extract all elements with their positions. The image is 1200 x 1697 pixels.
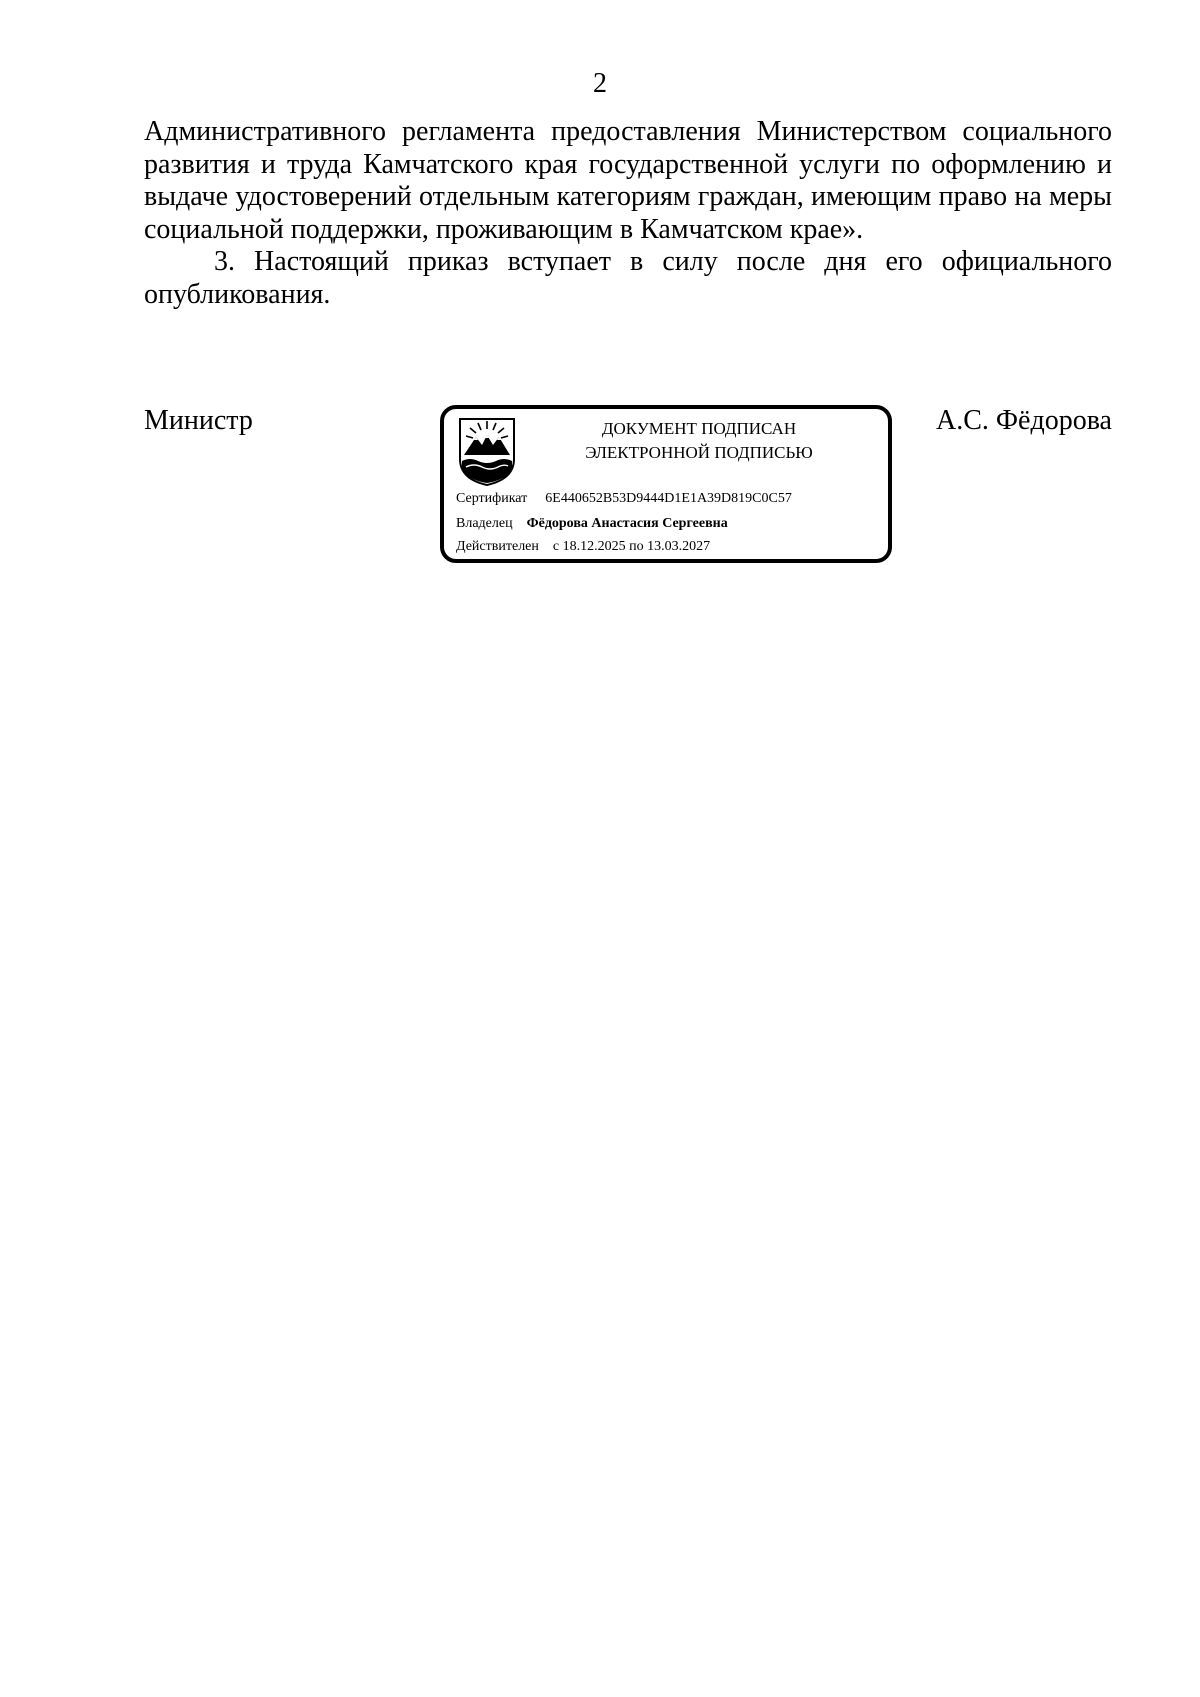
stamp-header-line-1: ДОКУМЕНТ ПОДПИСАН [601, 419, 797, 438]
certificate-value: 6E440652B53D9444D1E1A39D819C0C57 [545, 491, 792, 506]
owner-label: Владелец [456, 516, 513, 531]
stamp-validity-row [456, 538, 710, 556]
kamchatka-coat-of-arms-icon [456, 413, 518, 489]
valid-label: Действителен [456, 539, 539, 554]
document-body [144, 116, 1112, 311]
signatory-position: Министр [144, 405, 253, 436]
page-number: 2 [593, 68, 607, 99]
paragraph-regulation: Административного регламента предоставления Министерством социального развития и труда Камчатского края государственной услуги по оформлению и выдаче удостоверений отдельным категориям граждан, имеющим право на меры социальной поддержки, проживающим в Камчатском крае». [144, 116, 1112, 245]
stamp-certificate-row [456, 490, 792, 508]
signatory-name: А.С. Фёдорова [936, 405, 1112, 436]
valid-value: с 18.12.2025 по 13.03.2027 [552, 539, 711, 554]
stamp-header-line-2: ЭЛЕКТРОННОЙ ПОДПИСЬЮ [585, 443, 813, 462]
paragraph-effective-date: 3. Настоящий приказ вступает в силу после дня его официального опубликования. [144, 246, 1112, 310]
certificate-label: Сертификат [456, 491, 528, 506]
electronic-signature-stamp [440, 405, 892, 563]
stamp-header [534, 417, 864, 465]
owner-value: Фёдорова Анастасия Сергеевна [526, 516, 728, 531]
signature-block [144, 405, 1112, 575]
stamp-owner-row [456, 515, 728, 533]
